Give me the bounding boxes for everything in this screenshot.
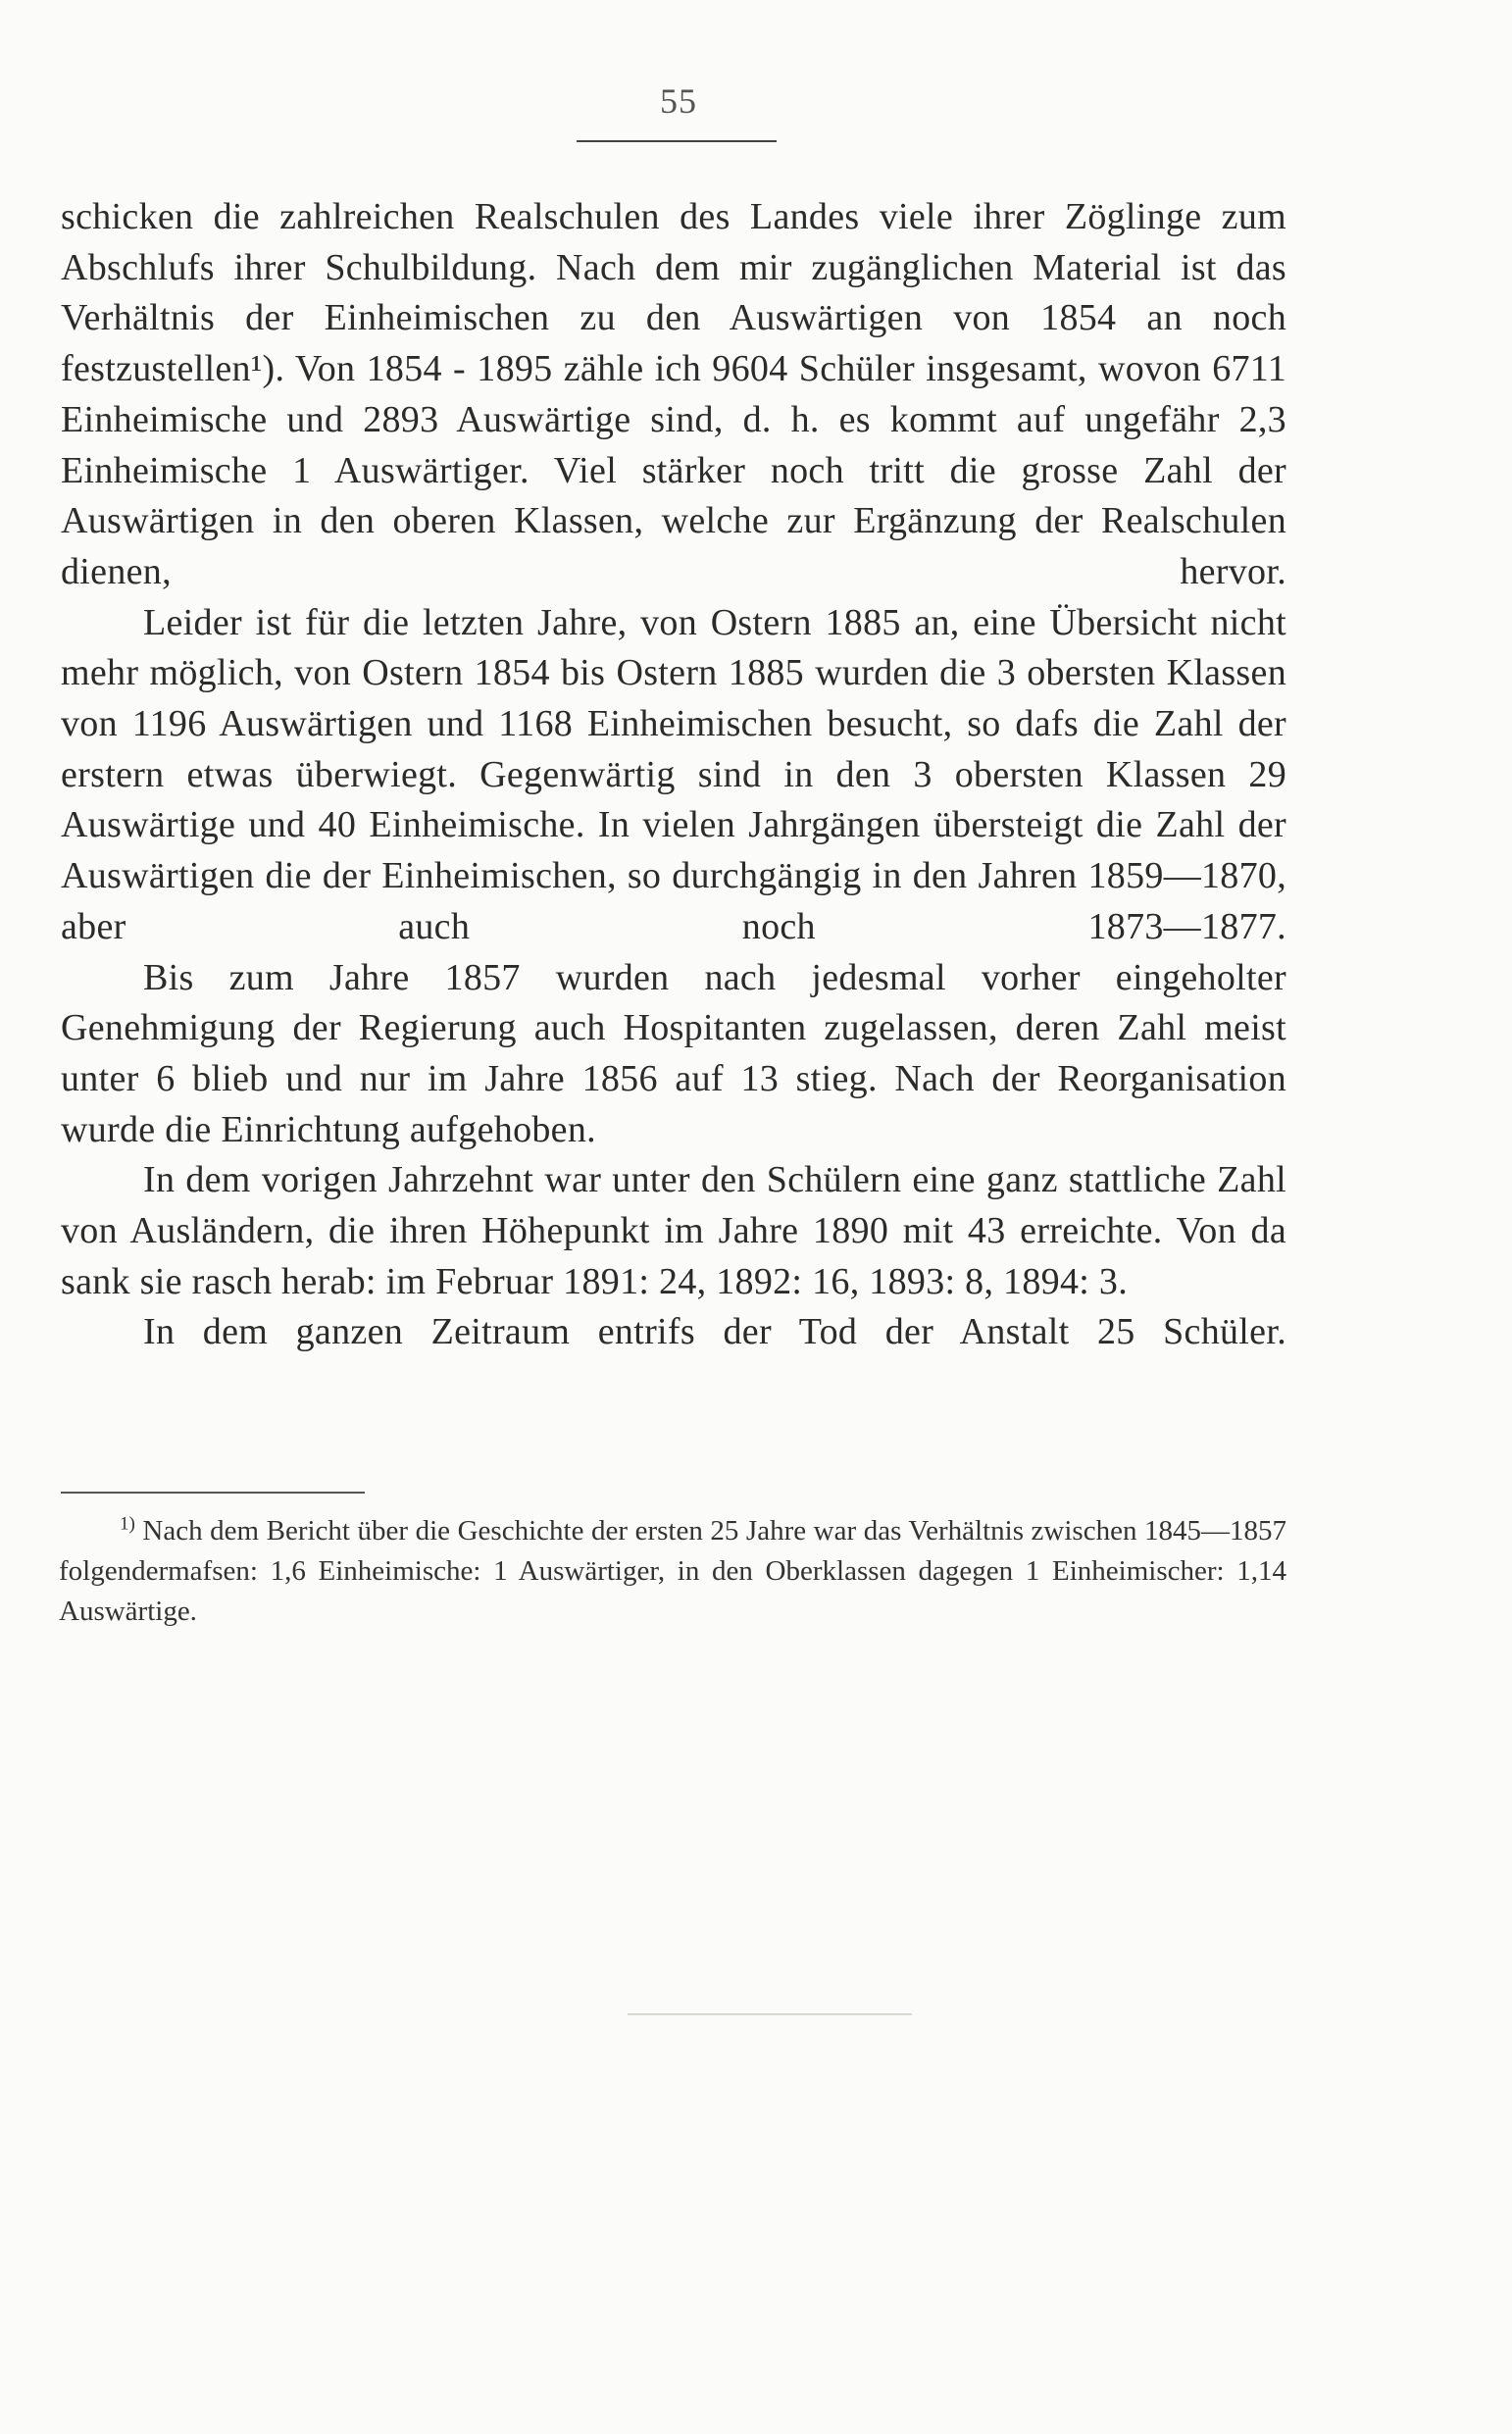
footnote-text: Nach dem Bericht über die Geschichte der ersten 25 Jahre war das Verhältnis zwischen 1845—1857 folgendermafsen: 1,6 Einheimische: 1 Auswärtiger, in den Oberklassen dagegen 1 Einheimischer: 1,14 Auswärtige.	[59, 1515, 1287, 1627]
footnote	[59, 1511, 1286, 1632]
footnote-text-block	[59, 1511, 1286, 1632]
paragraph-5: In dem ganzen Zeitraum entrifs der Tod der Anstalt 25 Schüler.	[143, 1311, 1286, 1353]
paragraph-3: Bis zum Jahre 1857 wurden nach jedesmal vorher eingeholter Genehmigung der Regierung auch Hospitanten zugelassen, deren Zahl meist unter 6 blieb und nur im Jahre 1856 auf 13 stieg. Nach der Reorganisation wurde die Einrichtung aufgehoben.	[61, 956, 1286, 1150]
footnote-marker: 1)	[120, 1513, 135, 1535]
body-text	[61, 192, 1286, 1358]
header-rule	[577, 140, 777, 142]
footnote-rule	[61, 1492, 365, 1494]
bleed-through-rule	[628, 2013, 912, 2015]
paragraph-4: In dem vorigen Jahrzehnt war unter den Schülern eine ganz stattliche Zahl von Ausländern, die ihren Höhepunkt im Jahre 1890 mit 43 erreichte. Von da sank sie rasch herab: im Februar 1891: 24, 1892: 16, 1893: 8, 1894: 3.	[61, 1159, 1286, 1302]
paragraph-1: schicken die zahlreichen Realschulen des Landes viele ihrer Zöglinge zum Abschlufs ihrer Schulbildung. Nach dem mir zugänglichen Material ist das Verhältnis der Einheimischen zu den Auswärtigen von 1854 an noch festzustellen¹). Von 1854 - 1895 zähle ich 9604 Schüler insgesamt, wovon 6711 Einheimische und 2893 Auswärtige sind, d. h. es kommt auf ungefähr 2,3 Einheimische 1 Auswärtiger. Viel stärker noch tritt die grosse Zahl der Auswärtigen in den oberen Klassen, welche zur Ergänzung der Realschulen dienen, hervor.	[61, 196, 1286, 592]
paragraph-2: Leider ist für die letzten Jahre, von Ostern 1885 an, eine Übersicht nicht mehr möglich, von Ostern 1854 bis Ostern 1885 wurden die 3 obersten Klassen von 1196 Auswärtigen und 1168 Einheimischen besucht, so dafs die Zahl der erstern etwas überwiegt. Gegenwärtig sind in den 3 obersten Klassen 29 Auswärtige und 40 Einheimische. In vielen Jahrgängen übersteigt die Zahl der Auswärtigen die der Einheimischen, so durchgängig in den Jahren 1859—1870, aber auch noch 1873—1877.	[61, 601, 1286, 947]
page-number: 55	[660, 81, 697, 121]
